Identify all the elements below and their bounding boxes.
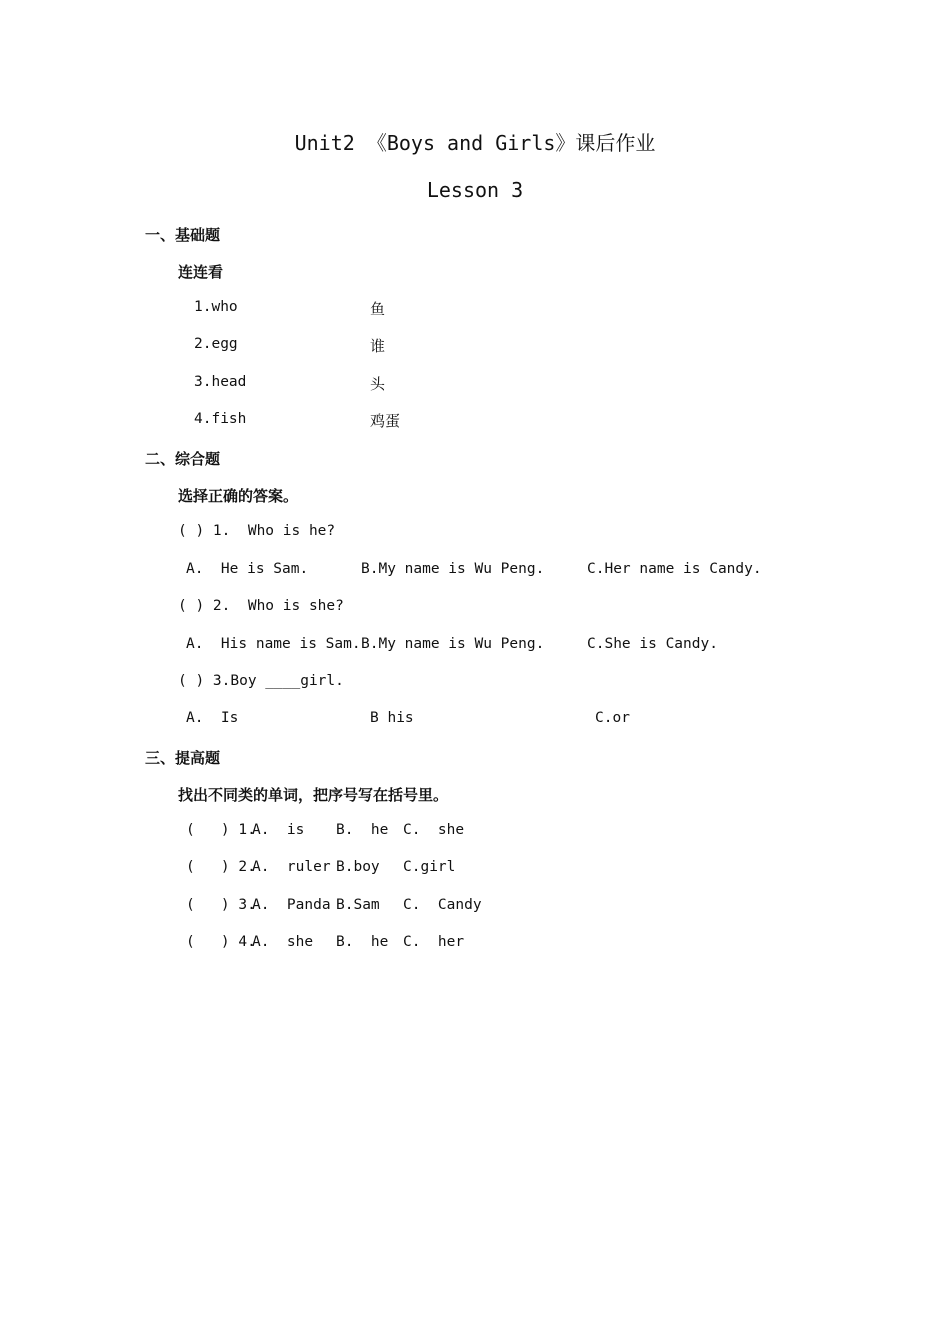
odd-one-out-4-number: ( ) 4.	[186, 934, 256, 950]
match-left-4: 4.fish	[194, 411, 247, 427]
odd-one-out-3-number: ( ) 3.	[186, 897, 256, 913]
question-1-option-c: C.Her name is Candy.	[587, 561, 762, 577]
question-2-stem: ( ) 2. Who is she?	[178, 598, 344, 614]
match-right-4: 鸡蛋	[370, 412, 401, 430]
odd-one-out-3-option-a: A. Panda	[252, 897, 331, 913]
match-left-2: 2.egg	[194, 336, 238, 352]
section1-heading: 一、基础题	[145, 226, 221, 244]
section3-instruction: 找出不同类的单词，把序号写在括号里。	[178, 786, 449, 804]
question-2-option-b: B.My name is Wu Peng.	[361, 636, 545, 652]
odd-one-out-4-option-a: A. she	[252, 934, 314, 950]
odd-one-out-2-option-a: A. ruler	[252, 859, 331, 875]
match-left-3: 3.head	[194, 374, 247, 390]
match-right-3: 头	[370, 375, 386, 393]
page-title: Unit2 《Boys and Girls》课后作业	[294, 131, 656, 155]
section2-instruction: 选择正确的答案。	[178, 487, 299, 505]
question-2-option-a: A. His name is Sam.	[186, 636, 361, 652]
question-3-stem: ( ) 3.Boy ____girl.	[178, 673, 344, 689]
odd-one-out-2-number: ( ) 2.	[186, 859, 256, 875]
question-3-option-b: B his	[370, 710, 414, 726]
question-3-option-c: C.or	[595, 710, 630, 726]
section2-heading: 二、综合题	[145, 450, 221, 468]
odd-one-out-3-option-c: C. Candy	[403, 897, 482, 913]
match-right-2: 谁	[370, 337, 386, 355]
question-2-option-c: C.She is Candy.	[587, 636, 718, 652]
odd-one-out-1-option-c: C. she	[403, 822, 465, 838]
section3-heading: 三、提高题	[145, 749, 221, 767]
odd-one-out-2-option-b: B.boy	[336, 859, 380, 875]
odd-one-out-2-option-c: C.girl	[403, 859, 456, 875]
odd-one-out-1-number: ( ) 1.	[186, 822, 256, 838]
odd-one-out-4-option-b: B. he	[336, 934, 389, 950]
odd-one-out-3-option-b: B.Sam	[336, 897, 380, 913]
match-left-1: 1.who	[194, 299, 238, 315]
question-3-option-a: A. Is	[186, 710, 239, 726]
question-1-option-b: B.My name is Wu Peng.	[361, 561, 545, 577]
question-1-option-a: A. He is Sam.	[186, 561, 309, 577]
question-1-stem: ( ) 1. Who is he?	[178, 523, 336, 539]
odd-one-out-4-option-c: C. her	[403, 934, 465, 950]
odd-one-out-1-option-b: B. he	[336, 822, 389, 838]
page-subtitle: Lesson 3	[426, 178, 524, 202]
section1-instruction: 连连看	[178, 263, 224, 281]
match-right-1: 鱼	[370, 300, 386, 318]
odd-one-out-1-option-a: A. is	[252, 822, 305, 838]
